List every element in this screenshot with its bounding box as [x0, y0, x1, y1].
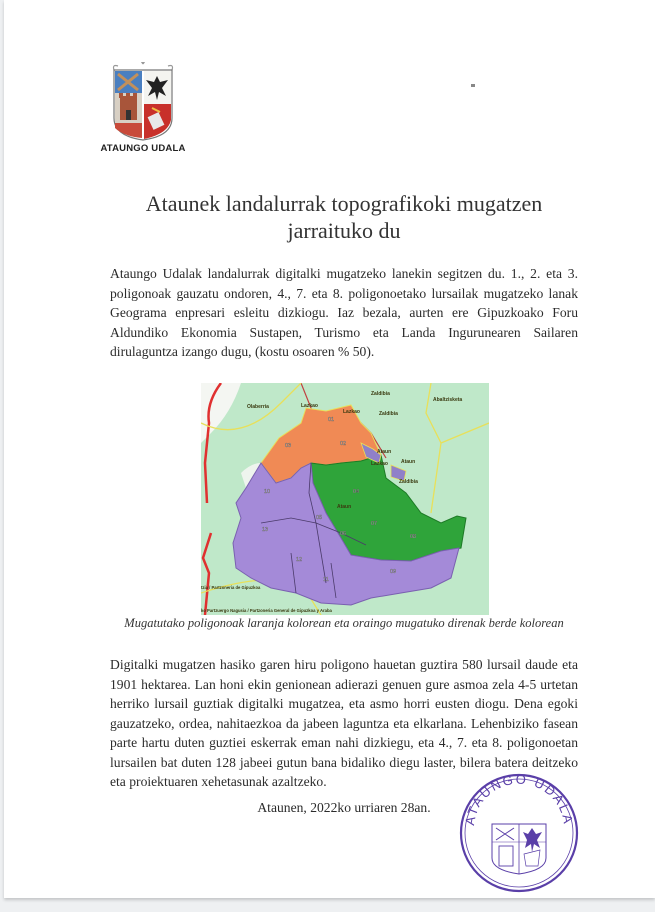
- polygon-label: 11: [323, 577, 329, 583]
- polygon-label: 13: [261, 527, 269, 533]
- logo-caption: ATAUNGO UDALA: [100, 143, 186, 154]
- polygon-label: 12: [295, 557, 303, 563]
- official-stamp: [456, 770, 582, 896]
- place-name: Olaberria: [247, 404, 269, 410]
- map-source-2: ko Partzuergo Nagusia / Partzoneria General de Gipuzkoa y Araba: [201, 608, 332, 613]
- polygon-label: 07: [370, 521, 378, 527]
- coat-of-arms-logo: [108, 62, 178, 142]
- polygon-label: 02: [339, 441, 347, 447]
- place-name: Abaltzisketa: [433, 397, 463, 403]
- dateline: Ataunen, 2022ko urriaren 28an.: [257, 800, 431, 815]
- stamp-text: ATAUNGO UDALA: [462, 771, 577, 827]
- polygon-label: 06: [339, 531, 347, 537]
- place-name: Lazkao: [301, 403, 318, 409]
- paragraph-2: Digitalki mugatzen hasiko garen hiru poligono hauetan guztira 580 lursail daude eta 1901 hektarea. Lan honi ekin genionean adierazi genuen gure asmoa zela 4-5 urtetan herriko lursail guztiak digitalki mugatzea, eta asmo horri eusten diogu. Dena egoki gauzatzeko, ordea, nahitaezkoa da jabeen laguntza eta elkarlana. Lehenbiziko fasean parte hartu duten guztiei eskerrak eman nahi dizkiegu, eta 4., 7. eta 8. poligonoetan lursailen bat duten 128 jabeei gutun bana bidaliko diegu laster, bilera batera deitzeko eta proiektuaren xehetasunak azaltzeko.: [110, 657, 578, 789]
- polygon-label: 08: [409, 534, 417, 540]
- place-name: Lazkao: [343, 409, 360, 415]
- polygon-label: 04: [352, 489, 360, 495]
- polygon-label: 09: [389, 569, 397, 575]
- place-name: Ataun: [337, 504, 352, 510]
- place-name: Ataun: [401, 459, 416, 465]
- article-title: [104, 190, 584, 244]
- svg-text:ATAUNGO UDALA: [462, 771, 576, 826]
- place-name: Lazkao: [371, 461, 388, 467]
- polygon-map: [201, 383, 489, 615]
- place-name: Zaldibia: [371, 391, 390, 397]
- place-name: Ataun: [377, 449, 392, 455]
- place-name: Zaldibia: [379, 411, 398, 417]
- scan-speck: [471, 84, 475, 87]
- polygon-label: 10: [263, 489, 271, 495]
- place-name: Zaldibia: [399, 479, 418, 485]
- document-page: [4, 0, 655, 898]
- title-line-2: jarraituko du: [287, 218, 401, 243]
- polygon-label: 01: [327, 417, 335, 423]
- polygon-label: 03: [284, 443, 292, 449]
- paragraph-1: Ataungo Udalak landalurrak digitalki mugatzeko lanekin segitzen du. 1., 2. eta 3. poligonoak gauzatu ondoren, 4., 7. eta 8. poligonoetako lursailak mugatzeko lanak Geograma enpresari esleitu dizkiogu. Iaz bezala, aurten ere Gipuzkoako Foru Aldundiko Ekonomia Sustapen, Turismo eta Landa Ingurunearen Sailaren dirulaguntza izango dugu, (kostu osoaren % 50).: [110, 266, 578, 359]
- map-caption: Mugatutako poligonoak laranja kolorean eta oraingo mugatuko direnak berde kolorean: [124, 616, 564, 630]
- map-source-1: tzia / Partzoneria de Gipuzkoa: [201, 585, 261, 590]
- polygon-label: 05: [315, 515, 323, 521]
- title-line-1: Ataunek landalurrak topografikoki mugatzen: [145, 191, 543, 216]
